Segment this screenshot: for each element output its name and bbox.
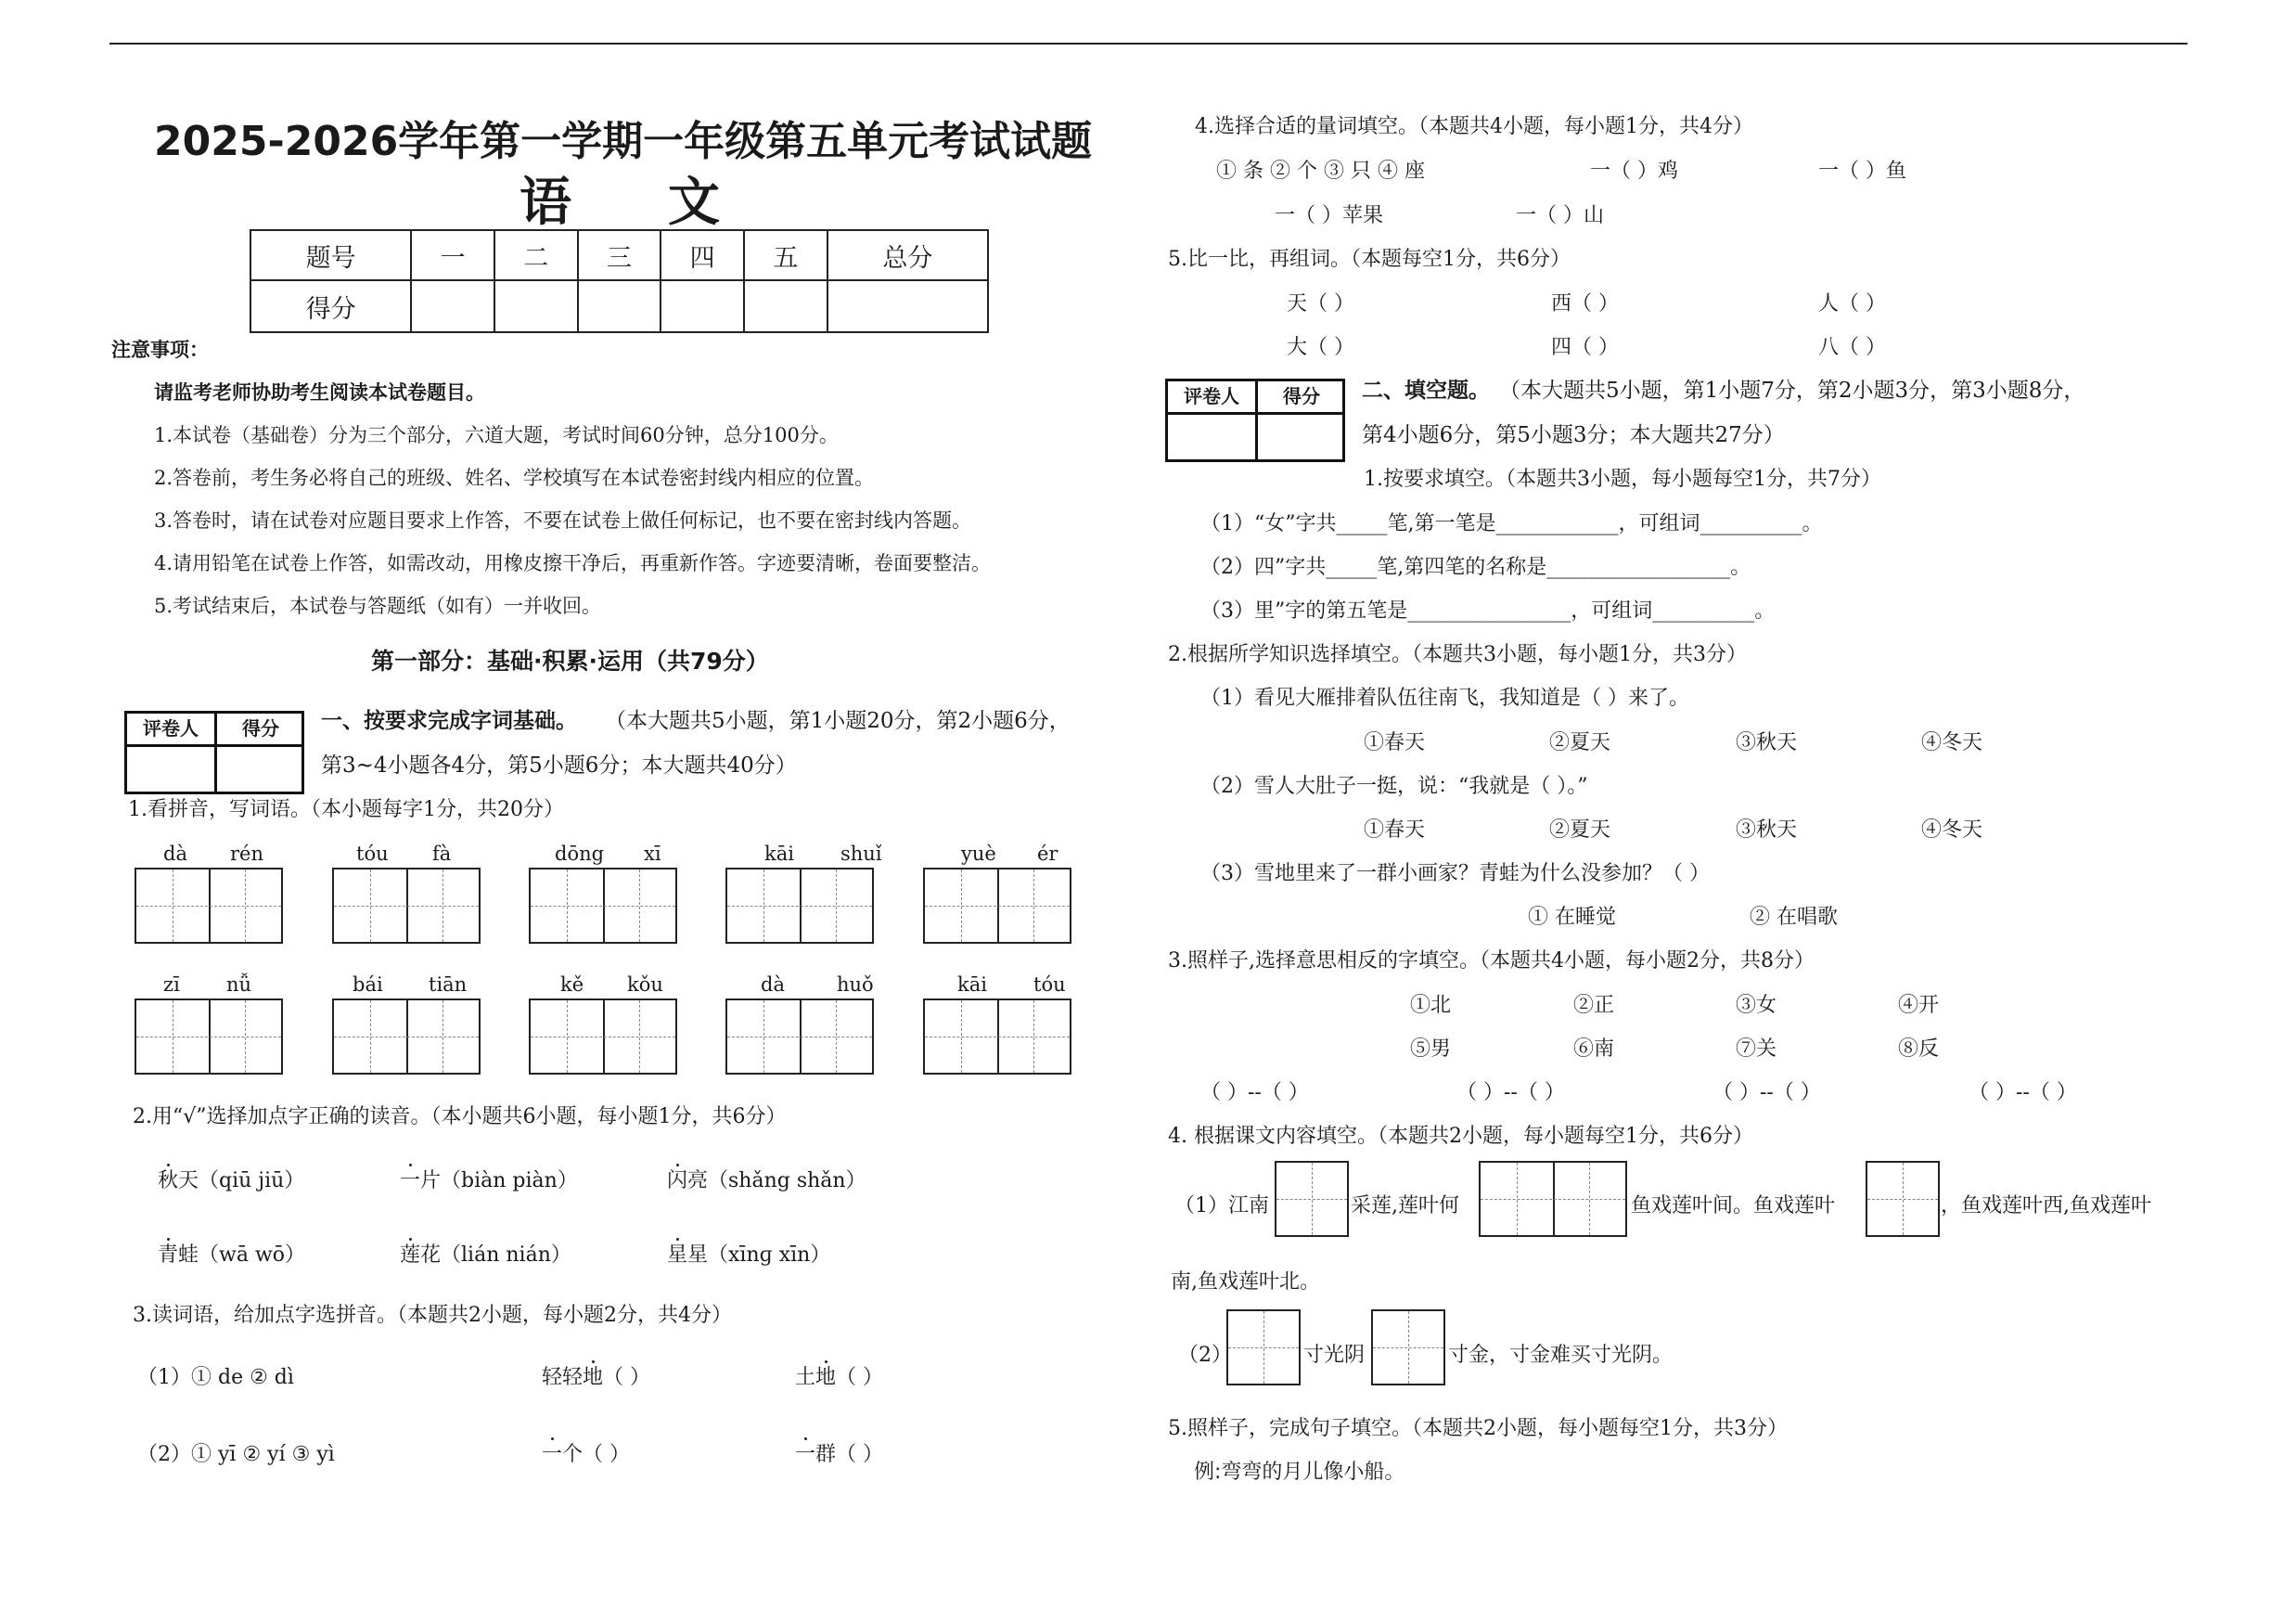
q3-word: 土地（ ） (795, 1366, 884, 1389)
s2q5-example: 例:弯弯的月儿像小船。 (1194, 1461, 1405, 1484)
writing-grid[interactable] (135, 998, 283, 1075)
score-table (250, 229, 989, 333)
writing-grid[interactable] (1866, 1161, 1940, 1237)
section1-desc: （本大题共5小题，第1小题20分，第2小题6分， (605, 709, 1071, 733)
pinyin: fà (432, 843, 452, 865)
writing-grid[interactable] (725, 868, 874, 944)
pinyin: nǚ (226, 973, 252, 996)
s2q2-option: ② 在唱歌 (1750, 906, 1838, 929)
score-head: 四 (661, 230, 744, 280)
part1-title: 第一部分：基础·积累·运用（共79分） (371, 648, 769, 675)
pinyin: kě (560, 973, 584, 996)
pinyin: zī (163, 973, 180, 996)
q3-title: 3.读词语，给加点字选拼音。（本题共2小题，每小题2分，共4分） (133, 1304, 732, 1327)
q5-item: 八（ ） (1818, 336, 1886, 359)
antonym-option: ⑦关 (1736, 1037, 1777, 1061)
exam-title: 2025-2026学年第一学期一年级第五单元考试试题 (154, 118, 1093, 165)
q5-title: 5.比一比，再组词。（本题每空1分，共6分） (1168, 248, 1571, 271)
q5-item: 人（ ） (1818, 292, 1886, 316)
evaluator-box-2 (1165, 379, 1345, 462)
writing-grid[interactable] (1226, 1309, 1301, 1385)
score-head: 二 (494, 230, 578, 280)
writing-grid[interactable] (923, 868, 1071, 944)
antonym-option: ⑤男 (1410, 1037, 1452, 1061)
s2q4-text: 南,鱼戏莲叶北。 (1171, 1270, 1320, 1294)
section2-desc: （本大题共5小题，第1小题7分，第2小题3分，第3小题8分， (1499, 379, 2085, 403)
q2-item: 星星（xīnɡ xīn） (667, 1243, 831, 1267)
q3-word: 一个（ ） (542, 1443, 631, 1466)
antonym-option: ①北 (1410, 994, 1452, 1017)
score-label: 得分 (1283, 385, 1320, 407)
notice-item: 2.答卷前，考生务必将自己的班级、姓名、学校填写在本试卷密封线内相应的位置。 (154, 467, 875, 489)
subject-char-2: 文 (668, 173, 720, 233)
pinyin: yuè (961, 843, 996, 865)
s2q4-text: 寸光阴 (1303, 1344, 1366, 1367)
section2-desc: 第4小题6分，第5小题3分；本大题共27分） (1362, 423, 1785, 447)
pinyin: dà (163, 843, 187, 865)
score-head: 五 (744, 230, 827, 280)
score-cell[interactable] (578, 280, 661, 332)
q1-title: 1.看拼音，写词语。（本小题每字1分，共20分） (128, 798, 564, 821)
grader-label: 评卷人 (1184, 385, 1239, 407)
s2q2-line: （2）雪人大肚子一挺，说：“我就是（ ）。” (1200, 775, 1588, 798)
q4-blank: 一（ ）山 (1516, 204, 1604, 227)
season-option: ①春天 (1364, 818, 1426, 842)
s2q1-line: （1）“女”字共_____笔,第一笔是____________，可组词__________。 (1200, 512, 1823, 535)
s2q4-text: ，鱼戏莲叶西,鱼戏莲叶 (1941, 1194, 2151, 1217)
score-head: 三 (578, 230, 661, 280)
s2q5-title: 5.照样子，完成句子填空。（本题共2小题，每小题每空1分，共3分） (1168, 1417, 1788, 1440)
antonym-option: ④开 (1898, 994, 1940, 1017)
q2-title: 2.用“√”选择加点字正确的读音。（本小题共6小题，每小题1分，共6分） (133, 1105, 787, 1128)
pinyin: bái (353, 973, 383, 996)
subject-char-1: 语 (519, 173, 571, 233)
q4-title: 4.选择合适的量词填空。（本题共4小题，每小题1分，共4分） (1195, 115, 1753, 138)
score-cell[interactable] (744, 280, 827, 332)
score-cell[interactable] (827, 280, 988, 332)
antonym-blank: （ ）--（ ） (1456, 1081, 1565, 1104)
grader-label: 评卷人 (143, 717, 199, 740)
s2q4-text: 寸金，寸金难买寸光阴。 (1448, 1344, 1674, 1367)
q3-word: 轻轻地（ ） (542, 1366, 651, 1389)
s2q4-text: 采莲,莲叶何 (1351, 1194, 1459, 1217)
antonym-option: ②正 (1573, 994, 1615, 1017)
notice-item: 4.请用铅笔在试卷上作答，如需改动，用橡皮擦干净后，再重新作答。字迹要清晰，卷面要整洁。 (154, 552, 992, 574)
s2q4-text: （2） (1178, 1344, 1232, 1367)
q2-item: 一片（biàn piàn） (400, 1169, 578, 1192)
notice-item: 5.考试结束后，本试卷与答题纸（如有）一并收回。 (154, 595, 602, 617)
score-row-label: 得分 (250, 280, 411, 332)
pinyin: ér (1037, 843, 1058, 865)
score-head: 一 (411, 230, 494, 280)
s2q2-line: （1）看见大雁排着队伍往南飞，我知道是（ ）来了。 (1200, 687, 1689, 710)
antonym-blank: （ ）--（ ） (1969, 1081, 2077, 1104)
pinyin: tóu (356, 843, 389, 865)
season-option: ④冬天 (1921, 818, 1983, 842)
q3-line1-options: （1）① de ② dì (137, 1366, 294, 1389)
antonym-option: ⑥南 (1573, 1037, 1615, 1061)
s2q2-option: ① 在睡觉 (1528, 906, 1616, 929)
q4-blank: 一（ ）鸡 (1590, 160, 1678, 183)
s2q2-line: （3）雪地里来了一群小画家？青蛙为什么没参加？（ ） (1200, 862, 1710, 885)
season-option: ③秋天 (1736, 731, 1798, 754)
notice-bold-line: 请监考老师协助考生阅读本试卷题目。 (154, 381, 485, 404)
pinyin: kāi (764, 843, 794, 865)
q3-word: 一群（ ） (795, 1443, 884, 1466)
pinyin: tiān (429, 973, 468, 996)
antonym-option: ⑧反 (1898, 1037, 1940, 1061)
writing-grid[interactable] (923, 998, 1071, 1075)
s2q1-title: 1.按要求填空。（本题共3小题，每小题每空1分，共7分） (1364, 468, 1881, 491)
q5-item: 大（ ） (1287, 336, 1354, 359)
q3-line2-options: （2）① yī ② yí ③ yì (137, 1443, 335, 1466)
pinyin: xī (644, 843, 661, 865)
s2q2-title: 2.根据所学知识选择填空。（本题共3小题，每小题1分，共3分） (1168, 643, 1747, 666)
writing-grid[interactable] (332, 998, 481, 1075)
q2-item: 闪亮（shǎng shǎn） (667, 1169, 866, 1192)
q4-blank: 一（ ）苹果 (1275, 204, 1383, 227)
season-option: ③秋天 (1736, 818, 1798, 842)
writing-grid[interactable] (1479, 1161, 1627, 1237)
writing-grid[interactable] (529, 998, 677, 1075)
antonym-option: ③女 (1736, 994, 1777, 1017)
pinyin: rén (230, 843, 263, 865)
section1-title: 一、按要求完成字词基础。 (321, 709, 577, 733)
notice-heading: 注意事项： (111, 339, 209, 361)
q5-item: 四（ ） (1551, 336, 1619, 359)
writing-grid[interactable] (1371, 1309, 1445, 1385)
s2q4-title: 4. 根据课文内容填空。（本题共2小题，每小题每空1分，共6分） (1168, 1125, 1753, 1148)
score-head: 总分 (827, 230, 988, 280)
writing-grid[interactable] (725, 998, 874, 1075)
season-option: ④冬天 (1921, 731, 1983, 754)
pinyin: tóu (1033, 973, 1066, 996)
notice-item: 1.本试卷（基础卷）分为三个部分，六道大题，考试时间60分钟，总分100分。 (154, 424, 839, 446)
pinyin: huǒ (837, 973, 874, 996)
s2q3-title: 3.照样子,选择意思相反的字填空。（本题共4小题，每小题2分，共8分） (1168, 949, 1815, 973)
antonym-blank: （ ）--（ ） (1712, 1081, 1821, 1104)
score-cell[interactable] (494, 280, 578, 332)
pinyin: dà (761, 973, 785, 996)
evaluator-box-1 (124, 711, 304, 794)
writing-grid[interactable] (135, 868, 283, 944)
writing-grid[interactable] (332, 868, 481, 944)
q4-options: ① 条 ② 个 ③ 只 ④ 座 (1216, 160, 1425, 183)
q2-item: 莲花（lián nián） (400, 1243, 571, 1267)
top-rule (109, 43, 2187, 45)
q5-item: 天（ ） (1287, 292, 1354, 316)
section2-title: 二、填空题。 (1362, 379, 1490, 403)
notice-item: 3.答卷时，请在试卷对应题目要求上作答，不要在试卷上做任何标记，也不要在密封线内答题。 (154, 509, 972, 532)
season-option: ②夏天 (1549, 818, 1611, 842)
q4-blank: 一（ ）鱼 (1818, 160, 1906, 183)
writing-grid[interactable] (1275, 1161, 1349, 1237)
q2-item: 青蛙（wā wō） (158, 1243, 306, 1267)
score-cell[interactable] (411, 280, 494, 332)
score-label: 得分 (242, 717, 279, 740)
s2q1-line: （3）里”字的第五笔是________________，可组词__________。 (1200, 599, 1776, 623)
s2q4-text: 鱼戏莲叶间。鱼戏莲叶 (1631, 1194, 1836, 1217)
s2q1-line: （2）四”字共_____笔,第四笔的名称是__________________。 (1200, 556, 1751, 579)
q2-item: 秋天（qiū jiū） (158, 1169, 305, 1192)
section1-desc: 第3~4小题各4分，第5小题6分；本大题共40分） (321, 754, 797, 778)
season-option: ②夏天 (1549, 731, 1611, 754)
q5-item: 西（ ） (1551, 292, 1619, 316)
score-head: 题号 (250, 230, 411, 280)
antonym-blank: （ ）--（ ） (1200, 1081, 1309, 1104)
pinyin: shuǐ (840, 843, 882, 865)
pinyin: dōng (555, 843, 605, 865)
writing-grid[interactable] (529, 868, 677, 944)
s2q4-text: （1）江南 (1174, 1194, 1269, 1217)
pinyin: kǒu (627, 973, 663, 996)
season-option: ①春天 (1364, 731, 1426, 754)
score-cell[interactable] (661, 280, 744, 332)
pinyin: kāi (957, 973, 987, 996)
